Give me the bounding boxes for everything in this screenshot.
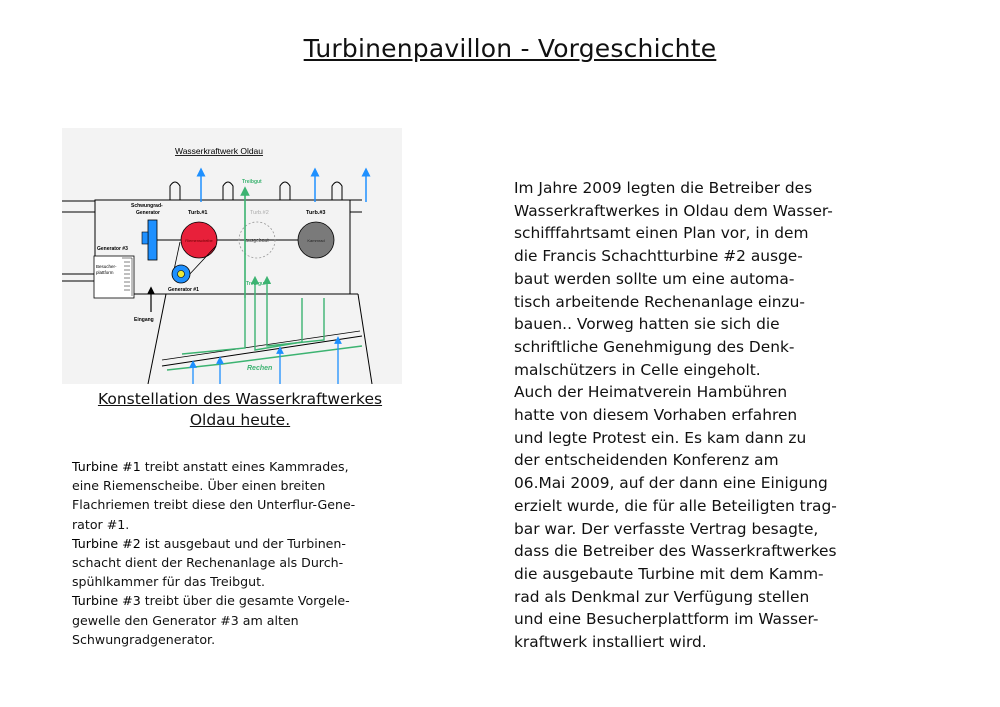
generator3-label: Generator #3: [97, 246, 128, 252]
besucherplattform: [94, 256, 134, 298]
diagram-title: Wasserkraftwerk Oldau: [175, 146, 264, 156]
desc-turbine-3-label: Turbine #3: [72, 593, 141, 609]
eingang-label: Eingang: [134, 317, 154, 323]
story-line: Auch der Heimatverein Hambühren: [514, 383, 788, 402]
story-line: schriftliche Genehmigung des Denk-: [514, 337, 795, 356]
story-line: Im Jahre 2009 legten die Betreiber des: [514, 179, 813, 197]
power-plant-diagram: [62, 128, 402, 384]
treibgut-mid-label: Treibgut: [246, 281, 266, 287]
desc-turbine-1-label: Turbine #1: [72, 459, 141, 474]
turb2-label: Turb.#2: [250, 210, 269, 216]
story-line: malschützers in Celle eingeholt.: [514, 360, 761, 379]
story-line: und eine Besucherplattform im Wasser-: [514, 610, 819, 629]
story-line: bauen.. Vorweg hatten sie sich die: [514, 315, 780, 334]
ausgebaut-label: ausgebaut: [245, 238, 269, 244]
story-line: kraftwerk installiert wird.: [514, 633, 707, 652]
turbine-1-wheel-label: Riemenscheibe: [185, 238, 213, 243]
schwungrad-generator: [148, 220, 157, 260]
treibgut-top-label: Treibgut: [242, 179, 262, 185]
rechen-label: Rechen: [247, 365, 273, 372]
page-title: Turbinenpavillon - Vorgeschichte: [303, 34, 717, 63]
turbine-description: [72, 457, 412, 649]
desc-turbine-2-label: Turbine #2: [72, 535, 141, 551]
story-line: schifffahrtsamt einen Plan vor, in dem: [514, 224, 809, 243]
desc-paragraph-3: Turbine #3 treibt über die gesamte Vorgele- gewelle den Generator #3 am alten Schwungradgenerator.: [72, 593, 350, 647]
diagram-caption: [62, 389, 418, 431]
story-line: die ausgebaute Turbine mit dem Kamm-: [514, 564, 824, 583]
desc-paragraph-2: Turbine #2 ist ausgebaut und der Turbinen- schacht dient der Rechenanlage als Durch- spühlkammer für das Treibgut.: [72, 535, 346, 590]
schwungrad-label-2: Generator: [136, 210, 160, 216]
desc-paragraph-1: Turbine #1 treibt anstatt eines Kammrades, eine Riemenscheibe. Über einen breiten Flachriemen treibt diese den Unterflur-Gene- rator #1.: [72, 459, 356, 532]
caption-line-2: Oldau heute.: [189, 411, 291, 429]
besucher-label-2: plattform: [96, 270, 114, 275]
history-text: [514, 177, 874, 654]
story-line: die Francis Schachtturbine #2 ausge-: [514, 247, 803, 266]
story-line: erzielt wurde, die für alle Beteiligten trag-: [514, 496, 837, 515]
turbine-3-wheel-label: Kammrad: [307, 238, 325, 243]
story-line: hatte von diesem Vorhaben erfahren: [514, 406, 798, 425]
turb1-label: Turb.#1: [188, 210, 208, 216]
story-line: rad als Denkmal zur Verfügung stellen: [514, 587, 810, 606]
story-line: der entscheidenden Konferenz am: [514, 451, 779, 470]
besucher-label-1: Besucher-: [96, 264, 117, 269]
story-line: Wasserkraftwerkes in Oldau dem Wasser-: [514, 201, 833, 220]
story-line: und legte Protest ein. Es kam dann zu: [514, 428, 807, 447]
generator1-label: Generator #1: [168, 287, 199, 293]
story-line: tisch arbeitende Rechenanlage einzu-: [514, 292, 805, 311]
story-line: dass die Betreiber des Wasserkraftwerkes: [514, 542, 837, 561]
story-line: bar war. Der verfasste Vertrag besagte,: [514, 519, 819, 538]
turb3-label: Turb.#3: [306, 210, 326, 216]
story-line: 06.Mai 2009, auf der dann eine Einigung: [514, 474, 828, 493]
story-line: baut werden sollte um eine automa-: [514, 269, 795, 288]
caption-line-1: Konstellation des Wasserkraftwerkes: [97, 390, 383, 408]
schwungrad-label-1: Schwungrad-: [131, 203, 163, 209]
